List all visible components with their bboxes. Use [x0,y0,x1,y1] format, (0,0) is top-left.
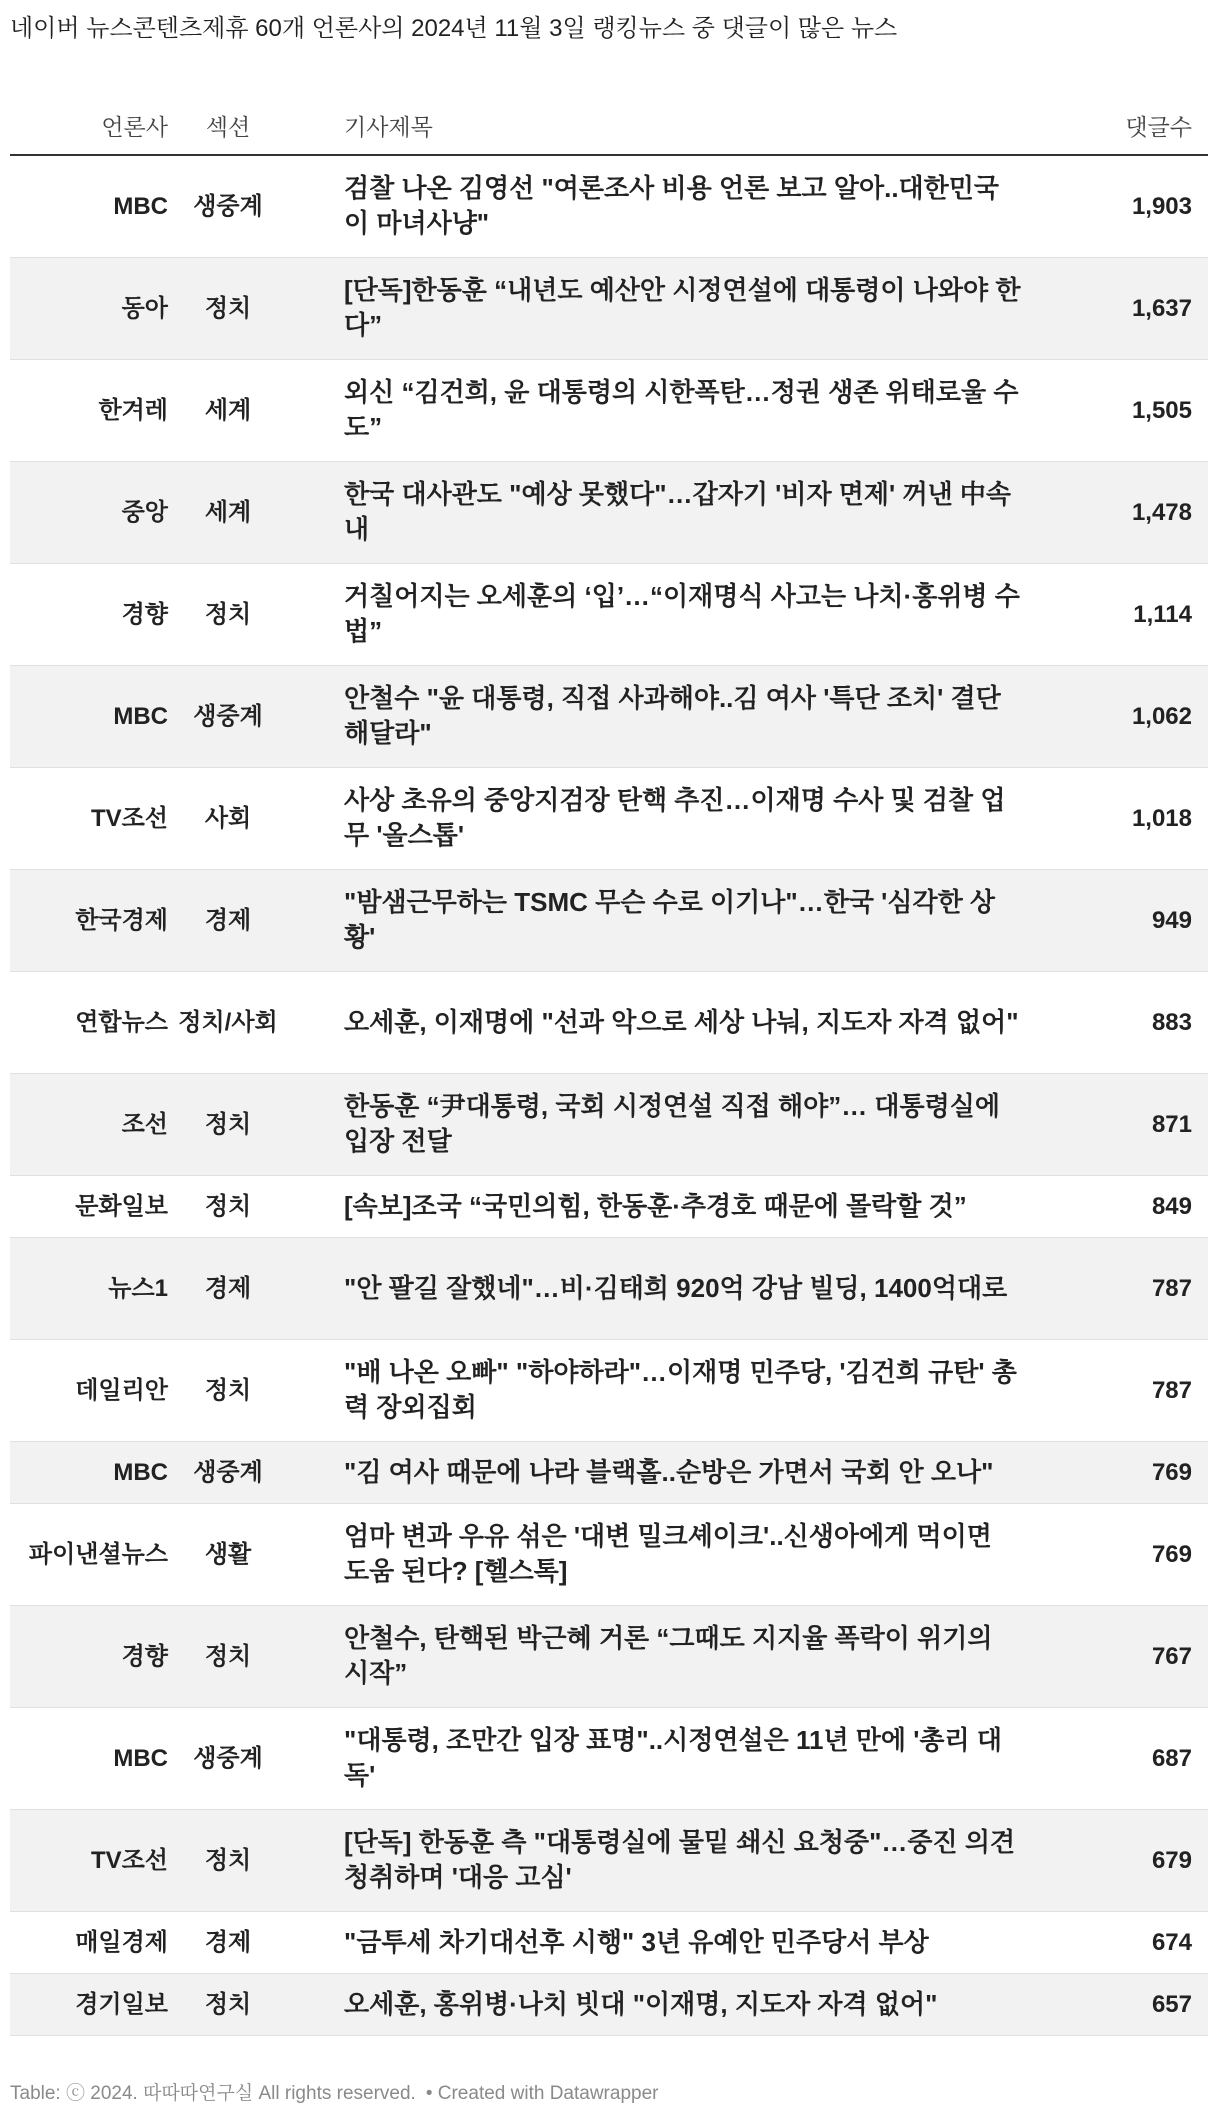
comments-ranking-table [10,96,1208,2036]
table-row[interactable] [10,461,1208,563]
section-cell: 사회 [168,767,288,869]
publisher-cell: MBC [10,1707,168,1809]
comment-count-cell: 1,505 [1052,359,1208,461]
comment-count-cell: 767 [1052,1605,1208,1707]
publisher-cell: 데일리안 [10,1339,168,1441]
comment-count-cell: 1,018 [1052,767,1208,869]
comment-count-cell: 1,114 [1052,563,1208,665]
headline-cell[interactable]: 한국 대사관도 "예상 못했다"…갑자기 '비자 면제' 꺼낸 中속내 [288,461,1052,563]
publisher-cell: 문화일보 [10,1175,168,1237]
comment-count-cell: 679 [1052,1809,1208,1911]
comment-count-cell: 787 [1052,1237,1208,1339]
credit-text[interactable]: • Created with Datawrapper [425,2083,659,2104]
publisher-cell: 조선 [10,1073,168,1175]
section-cell: 정치 [168,1073,288,1175]
table-row[interactable] [10,1503,1208,1605]
comment-count-cell: 883 [1052,971,1208,1073]
table-row[interactable] [10,563,1208,665]
table-row[interactable] [10,1441,1208,1503]
headline-cell[interactable]: 엄마 변과 우유 섞은 '대변 밀크셰이크'..신생아에게 먹이면 도움 된다? [헬스톡] [288,1503,1052,1605]
section-cell: 정치 [168,1605,288,1707]
comment-count-cell: 769 [1052,1441,1208,1503]
headline-cell[interactable]: "안 팔길 잘했네"…비·김태희 920억 강남 빌딩, 1400억대로 [288,1237,1052,1339]
section-cell: 생중계 [168,665,288,767]
headline-cell[interactable]: 오세훈, 이재명에 "선과 악으로 세상 나눠, 지도자 자격 없어" [288,971,1052,1073]
section-cell: 경제 [168,1911,288,1973]
ranking-table [10,96,1208,2036]
headline-cell[interactable]: "밤샘근무하는 TSMC 무슨 수로 이기나"…한국 '심각한 상황' [288,869,1052,971]
section-cell: 정치 [168,1809,288,1911]
comment-count-cell: 949 [1052,869,1208,971]
table-row[interactable] [10,1973,1208,2035]
publisher-cell: 뉴스1 [10,1237,168,1339]
publisher-cell: 경기일보 [10,1973,168,2035]
table-body [10,155,1208,2035]
table-row[interactable] [10,971,1208,1073]
section-cell: 세계 [168,461,288,563]
table-row[interactable] [10,1605,1208,1707]
section-cell: 정치 [168,563,288,665]
table-row[interactable] [10,1809,1208,1911]
publisher-cell: 경향 [10,563,168,665]
headline-cell[interactable]: [단독]한동훈 “내년도 예산안 시정연설에 대통령이 나와야 한다” [288,257,1052,359]
headline-cell[interactable]: 사상 초유의 중앙지검장 탄핵 추진…이재명 수사 및 검찰 업무 '올스톱' [288,767,1052,869]
comment-count-cell: 674 [1052,1911,1208,1973]
publisher-cell: MBC [10,1441,168,1503]
publisher-cell: MBC [10,155,168,257]
header-row [10,96,1208,155]
publisher-cell: TV조선 [10,767,168,869]
comment-count-cell: 1,478 [1052,461,1208,563]
section-cell: 경제 [168,869,288,971]
publisher-cell: 동아 [10,257,168,359]
headline-cell[interactable]: 검찰 나온 김영선 "여론조사 비용 언론 보고 알아..대한민국이 마녀사냥" [288,155,1052,257]
comment-count-cell: 687 [1052,1707,1208,1809]
copyright-text: Table: ⓒ 2024. 따따따연구실 All rights reserved. [10,2083,416,2104]
table-row[interactable] [10,1339,1208,1441]
comment-count-cell: 1,637 [1052,257,1208,359]
table-row[interactable] [10,257,1208,359]
publisher-cell: 연합뉴스 [10,971,168,1073]
section-cell: 생중계 [168,1707,288,1809]
section-cell: 정치/사회 [168,971,288,1073]
table-row[interactable] [10,869,1208,971]
headline-cell[interactable]: [단독] 한동훈 측 "대통령실에 물밑 쇄신 요청중"…중진 의견 청취하며 '대응 고심' [288,1809,1052,1911]
headline-cell[interactable]: 거칠어지는 오세훈의 ‘입’…“이재명식 사고는 나치·홍위병 수법” [288,563,1052,665]
section-cell: 생중계 [168,155,288,257]
headline-cell[interactable]: "배 나온 오빠" "하야하라"…이재명 민주당, '김건희 규탄' 총력 장외집회 [288,1339,1052,1441]
section-cell: 정치 [168,257,288,359]
headline-cell[interactable]: [속보]조국 “국민의힘, 한동훈·추경호 때문에 몰락할 것” [288,1175,1052,1237]
table-row[interactable] [10,665,1208,767]
comment-count-cell: 849 [1052,1175,1208,1237]
section-cell: 생활 [168,1503,288,1605]
headline-cell[interactable]: "김 여사 때문에 나라 블랙홀..순방은 가면서 국회 안 오나" [288,1441,1052,1503]
table-row[interactable] [10,1911,1208,1973]
publisher-cell: 매일경제 [10,1911,168,1973]
publisher-cell: 경향 [10,1605,168,1707]
section-cell: 생중계 [168,1441,288,1503]
comment-count-cell: 871 [1052,1073,1208,1175]
comment-count-cell: 1,903 [1052,155,1208,257]
headline-cell[interactable]: 안철수 "윤 대통령, 직접 사과해야..김 여사 '특단 조치' 결단해달라" [288,665,1052,767]
comment-count-cell: 787 [1052,1339,1208,1441]
publisher-cell: TV조선 [10,1809,168,1911]
section-cell: 경제 [168,1237,288,1339]
table-row[interactable] [10,359,1208,461]
publisher-cell: 파이낸셜뉴스 [10,1503,168,1605]
headline-cell[interactable]: "금투세 차기대선후 시행" 3년 유예안 민주당서 부상 [288,1911,1052,1973]
headline-cell[interactable]: 한동훈 “尹대통령, 국회 시정연설 직접 해야”… 대통령실에 입장 전달 [288,1073,1052,1175]
column-header-comments[interactable]: 댓글수 [1052,96,1208,155]
table-row[interactable] [10,1237,1208,1339]
column-header-section[interactable]: 섹션 [168,96,288,155]
section-cell: 정치 [168,1175,288,1237]
headline-cell[interactable]: "대통령, 조만간 입장 표명"..시정연설은 11년 만에 '총리 대독' [288,1707,1052,1809]
table-row[interactable] [10,1707,1208,1809]
headline-cell[interactable]: 안철수, 탄핵된 박근혜 거론 “그때도 지지율 폭락이 위기의 시작” [288,1605,1052,1707]
section-cell: 정치 [168,1339,288,1441]
table-row[interactable] [10,155,1208,257]
column-header-publisher[interactable]: 언론사 [10,96,168,155]
table-title: 네이버 뉴스콘텐츠제휴 60개 언론사의 2024년 11월 3일 랭킹뉴스 중 댓글이 많은 뉴스 [10,15,898,42]
comment-count-cell: 1,062 [1052,665,1208,767]
table-footer [10,2078,664,2105]
publisher-cell: MBC [10,665,168,767]
headline-cell[interactable]: 외신 “김건희, 윤 대통령의 시한폭탄…정권 생존 위태로울 수도” [288,359,1052,461]
table-row[interactable] [10,1073,1208,1175]
section-cell: 세계 [168,359,288,461]
section-cell: 정치 [168,1973,288,2035]
column-header-headline[interactable]: 기사제목 [288,96,1052,155]
comment-count-cell: 657 [1052,1973,1208,2035]
publisher-cell: 중앙 [10,461,168,563]
publisher-cell: 한국경제 [10,869,168,971]
table-row[interactable] [10,767,1208,869]
publisher-cell: 한겨레 [10,359,168,461]
table-header [10,96,1208,155]
table-row[interactable] [10,1175,1208,1237]
headline-cell[interactable]: 오세훈, 홍위병·나치 빗대 "이재명, 지도자 자격 없어" [288,1973,1052,2035]
comment-count-cell: 769 [1052,1503,1208,1605]
